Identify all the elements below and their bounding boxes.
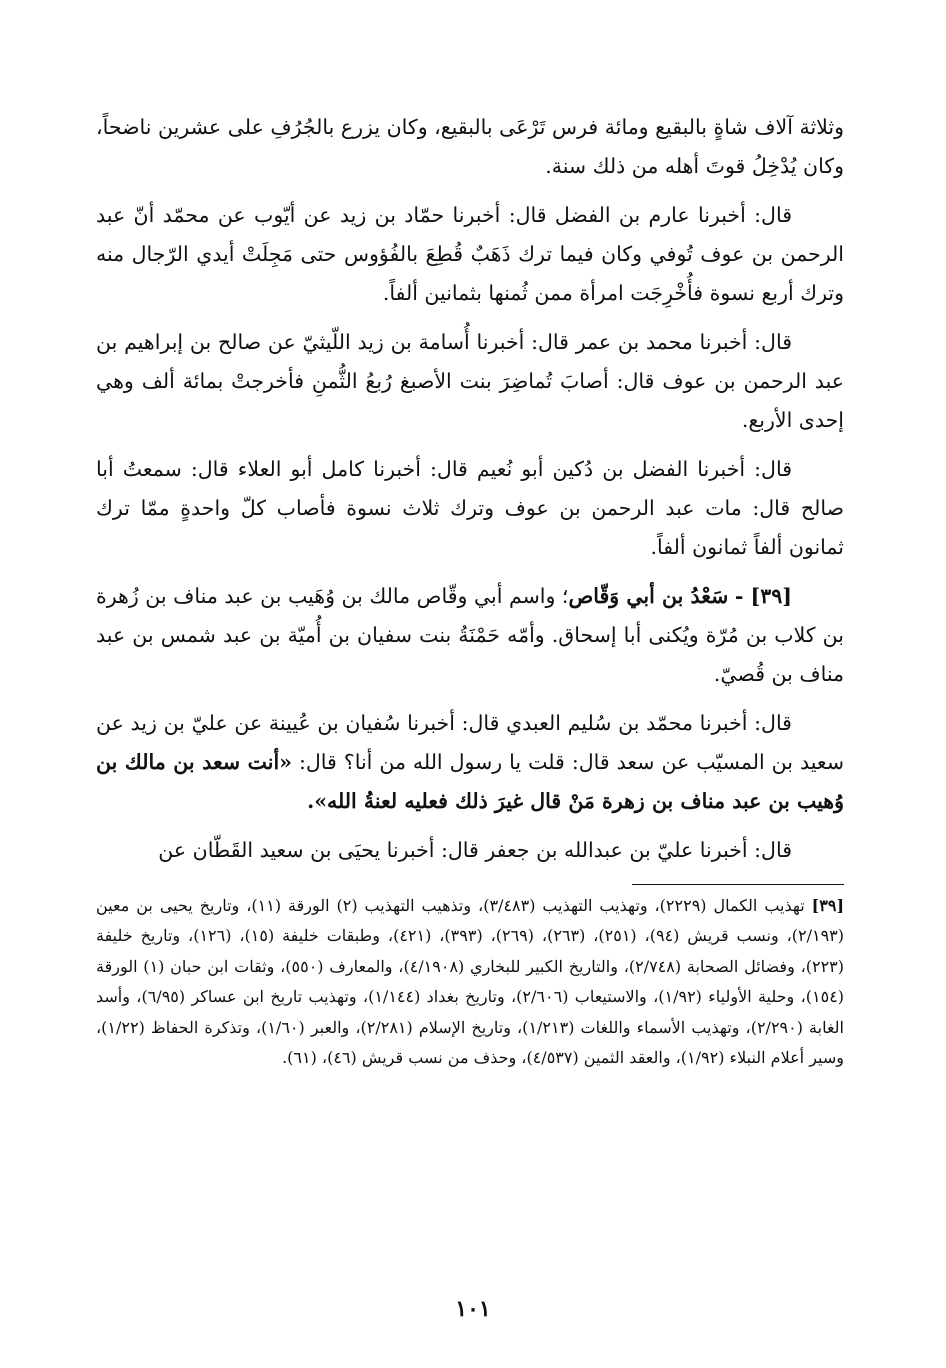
- paragraph-7: قال: أخبرنا عليّ بن عبدالله بن جعفر قال: أخبرنا يحيَى بن سعيد القَطّان عن: [158, 838, 792, 862]
- main-text: [96, 108, 844, 870]
- paragraph-2: قال: أخبرنا عارم بن الفضل قال: أخبرنا حمّاد بن زيد عن أيّوب عن محمّد أنّ عبد الرحمن بن عوف تُوفي وكان فيما ترك ذَهَبٌ قُطِعَ بالفُؤوس حتى مَجِلَتْ أيدي الرّجال منه وترك أربع نسوة فأُخْرِجَت امرأة ممن ثُمنها بثمانين ألفاً.: [96, 203, 844, 305]
- paragraph-6: [96, 704, 844, 821]
- footnote-divider: [632, 884, 844, 885]
- page-content: [96, 108, 844, 1073]
- page-number: ١٠١: [455, 1296, 491, 1322]
- paragraph-3: قال: أخبرنا محمد بن عمر قال: أخبرنا أُسامة بن زيد اللّيثيّ عن صالح بن إبراهيم بن عبد الرحمن بن عوف قال: أصابَ تُماضِرَ بنت الأصبغ رُبعُ الثُّمنِ فأخرجتْ بمائة ألف وهي إحدى الأربع.: [96, 330, 844, 432]
- entry-name: سَعْدُ بن أبي وَقّاص: [568, 584, 729, 608]
- hadith-chain: قال: أخبرنا محمّد بن سُليم العبدي قال: أخبرنا سُفيان بن عُيينة عن عليّ بن زيد عن سعيد بن المسيّب عن سعد قال: قلت يا رسول الله من أنا؟ قال:: [96, 711, 844, 774]
- footnote-ref: [٣٩]: [811, 896, 845, 915]
- entry-number: [٣٩] -: [734, 584, 792, 608]
- footnote-text: تهذيب الكمال (٢٢٢٩)، وتهذيب التهذيب (٣/٤٨٣)، وتذهيب التهذيب (٢) الورقة (١١)، وتاريخ يحيى بن معين (٢/١٩٣)، ونسب قريش (٩٤)، (٢٥١)، (٢٦٣)، (٢٦٩)، (٣٩٣)، (٤٢١)، وطبقات خليفة (١٥)، (١٢٦)، وتاريخ خليفة (٢٢٣)، وفضائل الصحابة (٢/٧٤٨)، والتاريخ الكبير للبخاري (٤/١٩٠٨)، والمعارف (٥٥٠)، وثقات ابن حبان (١) الورقة (١٥٤)، وحلية الأولياء (١/٩٢)، والاستيعاب (٢/٦٠٦)، وتاريخ بغداد (١/١٤٤)، وتهذيب تاريخ ابن عساكر (٦/٩٥)، وأسد الغابة (٢/٢٩٠)، وتهذيب الأسماء واللغات (١/٢١٣)، وتاريخ الإسلام (٢/٢٨١)، والعبر (١/٦٠)، وتذكرة الحفاظ (١/٢٢)، وسير أعلام النبلاء (١/٩٢)، والعقد الثمين (٤/٥٣٧)، وحذف من نسب قريش (٤٦)، (٦١).: [96, 896, 845, 1068]
- hadith-quote: «أنت سعد بن مالك بن وُهيب بن عبد مناف بن زهرة مَنْ قال غيرَ ذلك فعليه لعنةُ الله».: [96, 750, 844, 813]
- entry-description: ؛ واسم أبي وقّاص مالك بن وُهَيب بن عبد مناف بن زُهرة بن كلاب بن مُرّة ويُكنى أبا إسحاق. وأمّه حَمْنَةُ بنت سفيان بن أُميّة بن عبد شمس بن عبد مناف بن قُصيّ.: [96, 584, 844, 686]
- entry-heading-paragraph: [96, 577, 844, 694]
- paragraph-4: قال: أخبرنا الفضل بن دُكين أبو نُعيم قال: أخبرنا كامل أبو العلاء قال: سمعتُ أبا صالح قال: مات عبد الرحمن بن عوف وترك ثلاث نسوة فأصاب كلّ واحدةٍ ممّا ترك ثمانون ألفاً ثمانون ألفاً.: [96, 457, 844, 559]
- paragraph-1: وثلاثة آلاف شاةٍ بالبقيع ومائة فرس تَرْعَى بالبقيع، وكان يزرع بالجُرُفِ على عشرين ناضحاً، وكان يُدْخِلُ قوتَ أهله من ذلك سنة.: [96, 115, 844, 178]
- footnotes: [96, 891, 844, 1073]
